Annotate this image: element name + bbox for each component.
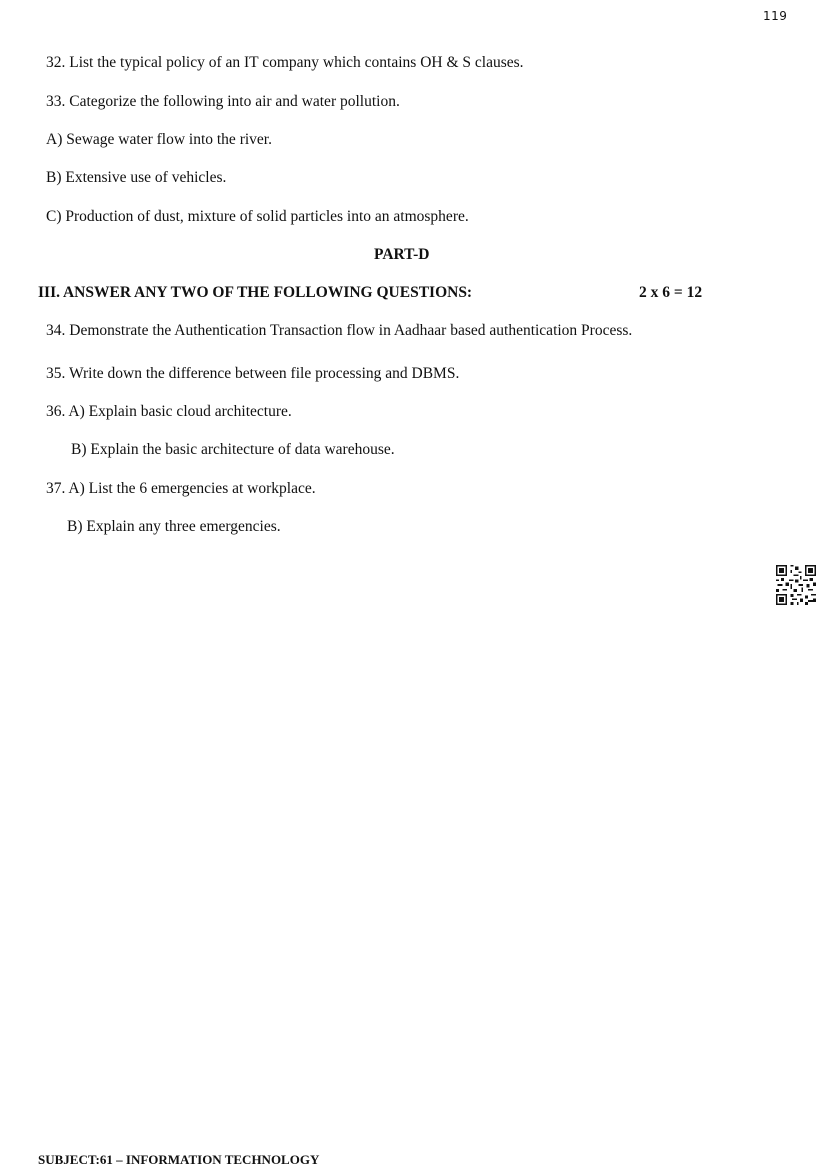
part-heading: PART-D (374, 246, 430, 263)
question-35: 35. Write down the difference between file processing and DBMS. (46, 365, 460, 382)
question-33: 33. Categorize the following into air and water pollution. (46, 93, 400, 110)
question-36-part-a: 36. A) Explain basic cloud architecture. (46, 403, 292, 420)
question-37-part-b: B) Explain any three emergencies. (67, 518, 281, 535)
instruction-marks: 2 x 6 = 12 (639, 284, 703, 301)
question-33-option-c: C) Production of dust, mixture of solid particles into an atmosphere. (46, 208, 469, 225)
question-33-option-a: A) Sewage water flow into the river. (46, 131, 272, 148)
question-36-part-b: B) Explain the basic architecture of data warehouse. (71, 441, 395, 458)
question-34: 34. Demonstrate the Authentication Transaction flow in Aadhaar based authentication Process. (46, 322, 633, 339)
question-37-part-a: 37. A) List the 6 emergencies at workplace. (46, 480, 316, 497)
question-33-option-b: B) Extensive use of vehicles. (46, 169, 227, 186)
page-number: 119 (763, 9, 788, 23)
qr-code-icon (776, 565, 816, 605)
instruction-text: III. ANSWER ANY TWO OF THE FOLLOWING QUESTIONS: (38, 284, 473, 301)
footer-subject: SUBJECT:61 – INFORMATION TECHNOLOGY (38, 1152, 320, 1167)
section-instruction (38, 284, 718, 302)
question-32: 32. List the typical policy of an IT company which contains OH & S clauses. (46, 54, 524, 71)
